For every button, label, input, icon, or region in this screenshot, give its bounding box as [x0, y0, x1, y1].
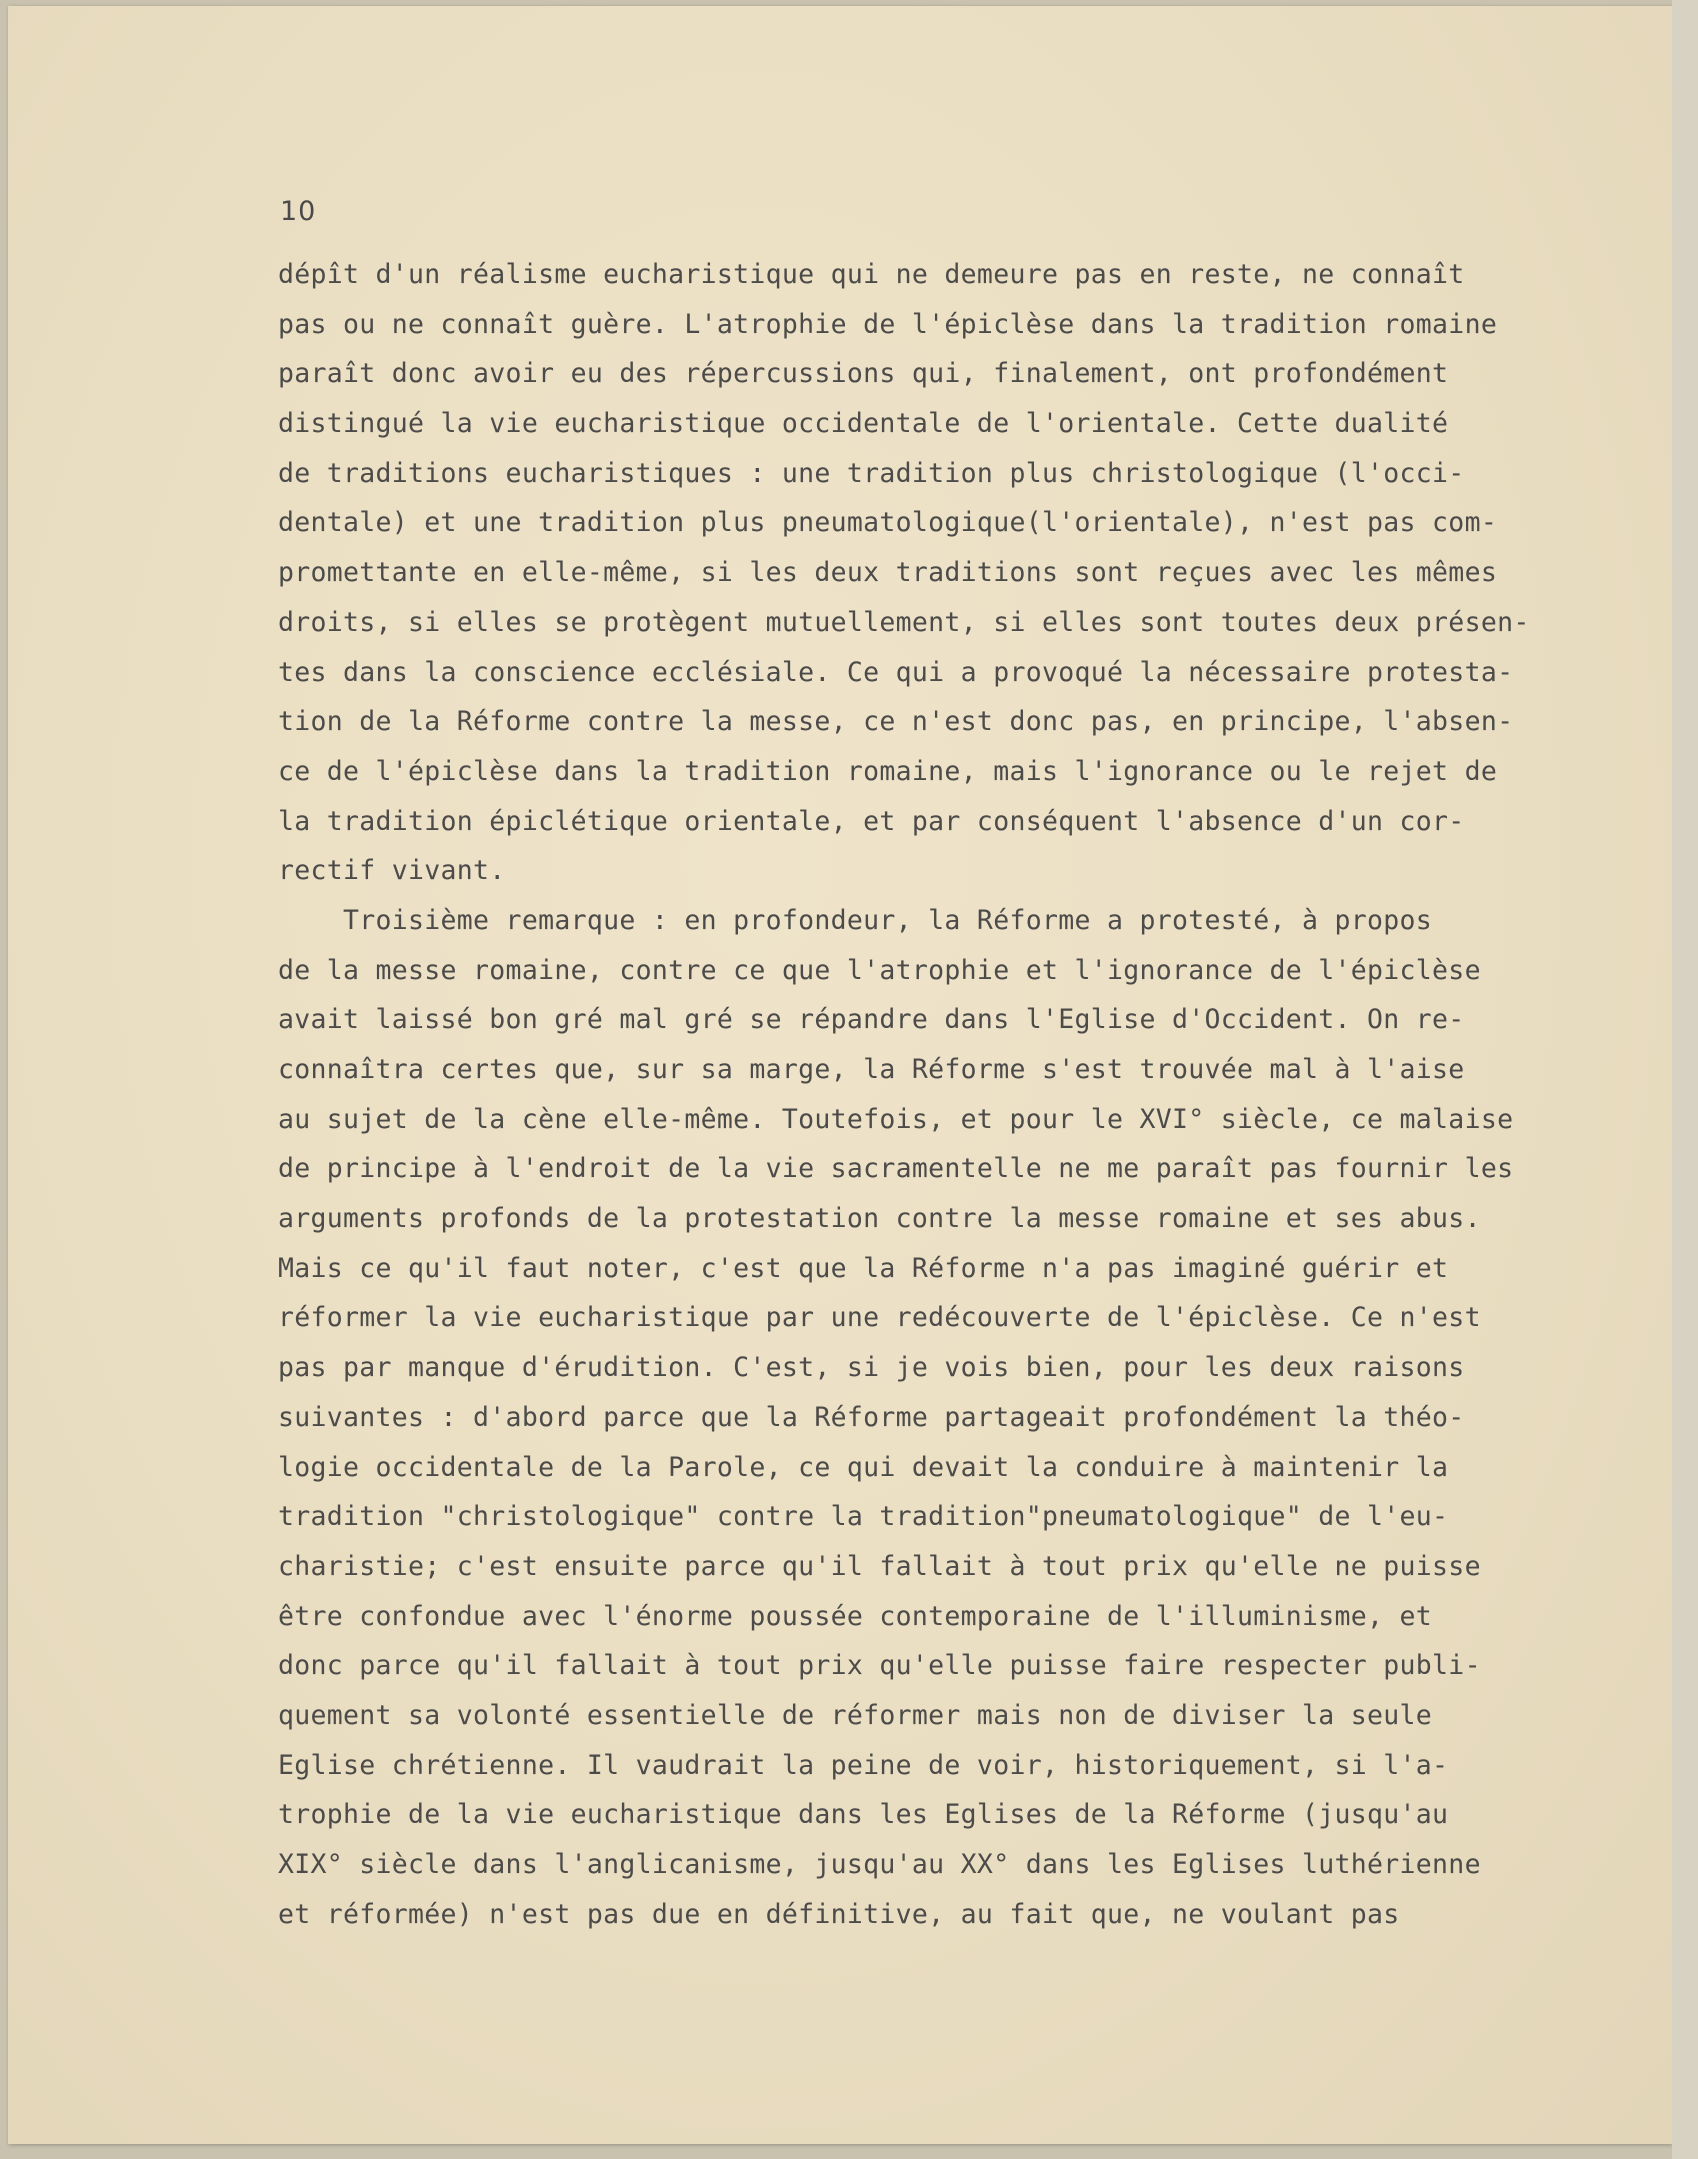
text-line: suivantes : d'abord parce que la Réforme partageait profondément la théo-	[278, 1401, 1465, 1433]
text-line: dépît d'un réalisme eucharistique qui ne demeure pas en reste, ne connaît	[278, 259, 1465, 290]
text-line: paraît donc avoir eu des répercussions qui, finalement, ont profondément	[278, 358, 1449, 390]
text-line: tion de la Réforme contre la messe, ce n'est donc pas, en principe, l'absen-	[278, 706, 1514, 738]
text-line: la tradition épiclétique orientale, et par conséquent l'absence d'un cor-	[278, 805, 1465, 837]
text-line: de principe à l'endroit de la vie sacramentelle ne me paraît pas fournir les	[278, 1153, 1514, 1185]
text-line: distingué la vie eucharistique occidentale de l'orientale. Cette dualité	[278, 408, 1449, 440]
text-line: Eglise chrétienne. Il vaudrait la peine de voir, historiquement, si l'a-	[278, 1749, 1449, 1781]
text-line: charistie; c'est ensuite parce qu'il fallait à tout prix qu'elle ne puisse	[278, 1550, 1481, 1582]
text-line: ce de l'épiclèse dans la tradition romaine, mais l'ignorance ou le rejet de	[278, 755, 1498, 787]
text-line: rectif vivant.	[278, 855, 506, 887]
text-line: tradition "christologique" contre la tradition"pneumatologique" de l'eu-	[278, 1501, 1449, 1533]
text-line: Troisième remarque : en profondeur, la Réforme a protesté, à propos	[278, 904, 1433, 936]
text-line: Mais ce qu'il faut noter, c'est que la Réforme n'a pas imaginé guérir et	[278, 1252, 1449, 1284]
text-line: XIX° siècle dans l'anglicanisme, jusqu'au XX° dans les Eglises luthérienne	[278, 1849, 1481, 1880]
text-line: droits, si elles se protègent mutuellement, si elles sont toutes deux présen-	[278, 606, 1530, 638]
text-line: réformer la vie eucharistique par une redécouverte de l'épiclèse. Ce n'est	[278, 1302, 1481, 1334]
scan-background-edge	[1672, 0, 1698, 2159]
text-line: pas par manque d'érudition. C'est, si je vois bien, pour les deux raisons	[278, 1352, 1465, 1384]
text-line: au sujet de la cène elle-même. Toutefois, et pour le XVI° siècle, ce malaise	[278, 1103, 1514, 1135]
text-line: de la messe romaine, contre ce que l'atrophie et l'ignorance de l'épiclèse	[278, 954, 1481, 986]
text-line: trophie de la vie eucharistique dans les Eglises de la Réforme (jusqu'au	[278, 1799, 1449, 1831]
text-line: pas ou ne connaît guère. L'atrophie de l'épiclèse dans la tradition romaine	[278, 308, 1498, 340]
text-line: quement sa volonté essentielle de réformer mais non de diviser la seule	[278, 1699, 1433, 1731]
page-number: 10	[280, 196, 317, 227]
body-text	[278, 250, 1648, 1939]
text-line: dentale) et une tradition plus pneumatologique(l'orientale), n'est pas com-	[278, 507, 1498, 539]
text-line: connaîtra certes que, sur sa marge, la Réforme s'est trouvée mal à l'aise	[278, 1054, 1465, 1085]
text-line: promettante en elle-même, si les deux traditions sont reçues avec les mêmes	[278, 557, 1498, 589]
text-line: donc parce qu'il fallait à tout prix qu'elle puisse faire respecter publi-	[278, 1650, 1481, 1682]
text-line: et réformée) n'est pas due en définitive, au fait que, ne voulant pas	[278, 1898, 1400, 1930]
text-line: arguments profonds de la protestation contre la messe romaine et ses abus.	[278, 1203, 1481, 1235]
text-line: être confondue avec l'énorme poussée contemporaine de l'illuminisme, et	[278, 1600, 1433, 1632]
text-line: avait laissé bon gré mal gré se répandre dans l'Eglise d'Occident. On re-	[278, 1004, 1465, 1036]
text-line: tes dans la conscience ecclésiale. Ce qui a provoqué la nécessaire protesta-	[278, 656, 1514, 688]
text-line: de traditions eucharistiques : une tradition plus christologique (l'occi-	[278, 457, 1465, 489]
text-line: logie occidentale de la Parole, ce qui devait la conduire à maintenir la	[278, 1451, 1449, 1483]
